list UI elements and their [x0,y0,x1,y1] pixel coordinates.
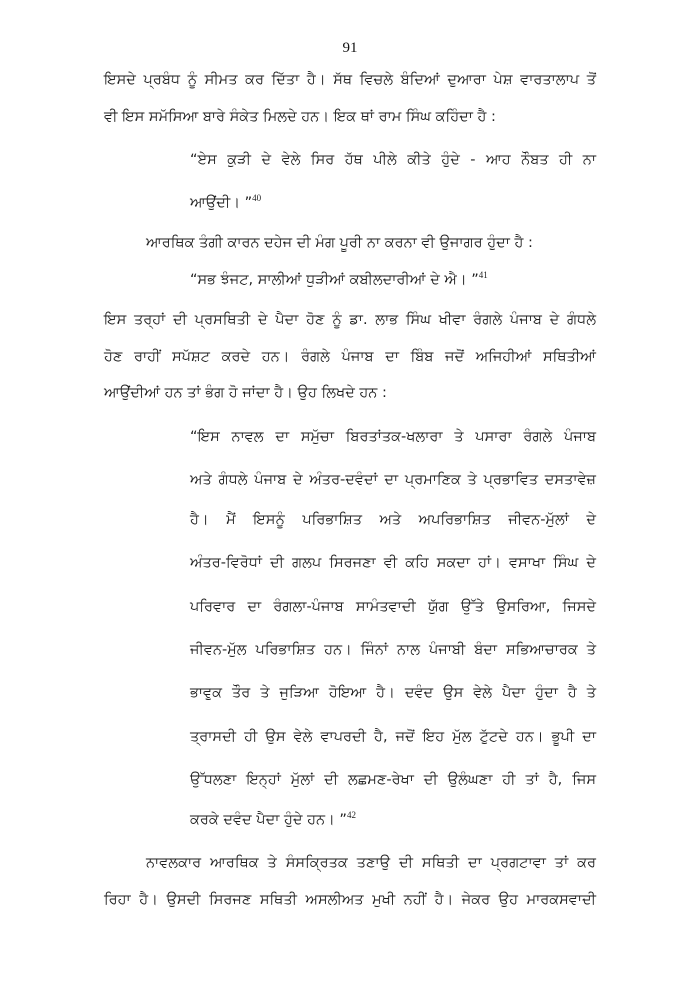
quote-text: “ਸਭ ਝੰਜਟ, ਸਾਲੀਆਂ ਧੁੜੀਆਂ ਕਬੀਲਦਾਰੀਆਂ ਦੇ ਐ। ” [190,272,479,288]
quote-line: ਤ੍ਰਾਸਦੀ ਹੀ ਉਸ ਵੇਲੇ ਵਾਪਰਦੀ ਹੈ, ਜਦੋਂ ਇਹ ਮੁੱਲ ਟੁੱਟਦੇ ਹਨ। ਭੂਪੀ ਦਾ [190,729,596,745]
quote-text: ਆਉਂਦੀ। ” [190,195,253,211]
body-line: ਇਸਦੇ ਪ੍ਰਬੰਧ ਨੂੰ ਸੀਮਤ ਕਰ ਦਿੱਤਾ ਹੈ। ਸੱਥ ਵਿਚਲੇ ਬੰਦਿਆਂ ਦੁਆਰਾ ਪੇਸ਼ ਵਾਰਤਾਲਾਪ ਤੋਂ [104,72,596,88]
quote-line: ਅਤੇ ਗੰਧਲੇ ਪੰਜਾਬ ਦੇ ਅੰਤਰ-ਦਵੰਦਾਂ ਦਾ ਪ੍ਰਮਾਣਿਕ ਤੇ ਪ੍ਰਭਾਵਿਤ ਦਸਤਾਵੇਜ਼ [190,472,596,488]
body-line: ਆਰਥਿਕ ਤੰਗੀ ਕਾਰਨ ਦਹੇਜ ਦੀ ਮੰਗ ਪੂਰੀ ਨਾ ਕਰਨਾ ਵੀ ਉਜਾਗਰ ਹੁੰਦਾ ਹੈ : [146,235,533,251]
body-line: ਨਾਵਲਕਾਰ ਆਰਥਿਕ ਤੇ ਸੰਸਕ੍ਰਿਤਕ ਤਣਾਉ ਦੀ ਸਥਿਤੀ ਦਾ ਪ੍ਰਗਟਾਵਾ ਤਾਂ ਕਰ [146,855,596,871]
body-line: ਆਉਂਦੀਆਂ ਹਨ ਤਾਂ ਭੰਗ ਹੋ ਜਾਂਦਾ ਹੈ। ਉਹ ਲਿਖਦੇ ਹਨ : [104,385,387,401]
quote-line: ਜੀਵਨ-ਮੁੱਲ ਪਰਿਭਾਸ਼ਿਤ ਹਨ। ਜਿੰਨਾਂ ਨਾਲ ਪੰਜਾਬੀ ਬੰਦਾ ਸਭਿਆਚਾਰਕ ਤੇ [190,642,596,658]
quote-line: ਹੈ। ਮੈਂ ਇਸਨੂੰ ਪਰਿਭਾਸ਼ਿਤ ਅਤੇ ਅਪਰਿਭਾਸ਼ਿਤ ਜੀਵਨ-ਮੁੱਲਾਂ ਦੇ [190,512,596,528]
quote-line: ਉੱਧਲਣਾ ਇਨ੍ਹਾਂ ਮੁੱਲਾਂ ਦੀ ਲਛਮਣ-ਰੇਖਾ ਦੀ ਉਲੰਘਣਾ ਹੀ ਤਾਂ ਹੈ, ਜਿਸ [190,772,596,788]
body-line: ਰਿਹਾ ਹੈ। ਉਸਦੀ ਸਿਰਜਣ ਸਥਿਤੀ ਅਸਲੀਅਤ ਮੁਖੀ ਨਹੀਂ ਹੈ। ਜੇਕਰ ਉਹ ਮਾਰਕਸਵਾਦੀ [104,892,596,908]
body-line: ਹੋਣ ਰਾਹੀਂ ਸਪੱਸ਼ਟ ਕਰਦੇ ਹਨ। ਰੰਗਲੇ ਪੰਜਾਬ ਦਾ ਬਿੰਬ ਜਦੋਂ ਅਜਿਹੀਆਂ ਸਥਿਤੀਆਂ [104,349,596,365]
body-line: ਇਸ ਤਰ੍ਹਾਂ ਦੀ ਪ੍ਰਸਥਿਤੀ ਦੇ ਪੈਦਾ ਹੋਣ ਨੂੰ ਡਾ. ਲਾਭ ਸਿੰਘ ਖੀਵਾ ਰੰਗਲੇ ਪੰਜਾਬ ਦੇ ਗੰਧਲੇ [104,312,596,328]
body-line: ਵੀ ਇਸ ਸਮੱਸਿਆ ਬਾਰੇ ਸੰਕੇਤ ਮਿਲਦੇ ਹਨ। ਇਕ ਥਾਂ ਰਾਮ ਸਿੰਘ ਕਹਿੰਦਾ ਹੈ : [104,109,496,125]
quote-text: ਕਰਕੇ ਦਵੰਦ ਪੈਦਾ ਹੁੰਦੇ ਹਨ। ” [190,812,347,828]
quote-line: “ਏਸ ਕੁੜੀ ਦੇ ਵੇਲੇ ਸਿਰ ਹੱਥ ਪੀਲੇ ਕੀਤੇ ਹੁੰਦੇ - ਆਹ ਨੌਬਤ ਹੀ ਨਾ [190,152,596,168]
quote-line: ਭਾਵੁਕ ਤੌਰ ਤੇ ਜੁੜਿਆ ਹੋਇਆ ਹੈ। ਦਵੰਦ ਉਸ ਵੇਲੇ ਪੈਦਾ ਹੁੰਦਾ ਹੈ ਤੇ [190,685,596,701]
footnote-ref: 40 [252,193,262,204]
page-number: 91 [342,40,358,56]
quote-line [190,270,488,290]
footnote-ref: 42 [346,810,356,821]
footnote-ref: 41 [478,270,488,281]
quote-line: “ਇਸ ਨਾਵਲ ਦਾ ਸਮੁੱਚਾ ਬਿਰਤਾਂਤਕ-ਖਲਾਰਾ ਤੇ ਪਸਾਰਾ ਰੰਗਲੇ ਪੰਜਾਬ [190,429,596,445]
quote-line: ਪਰਿਵਾਰ ਦਾ ਰੰਗਲਾ-ਪੰਜਾਬ ਸਾਮੰਤਵਾਦੀ ਯੁੱਗ ਉੱਤੇ ਉਸਰਿਆ, ਜਿਸਦੇ [190,599,596,615]
quote-line: ਅੰਤਰ-ਵਿਰੋਧਾਂ ਦੀ ਗਲਪ ਸਿਰਜਣਾ ਵੀ ਕਹਿ ਸਕਦਾ ਹਾਂ। ਵਸਾਖਾ ਸਿੰਘ ਦੇ [190,555,596,571]
quote-line [190,810,356,830]
quote-line [190,193,261,213]
